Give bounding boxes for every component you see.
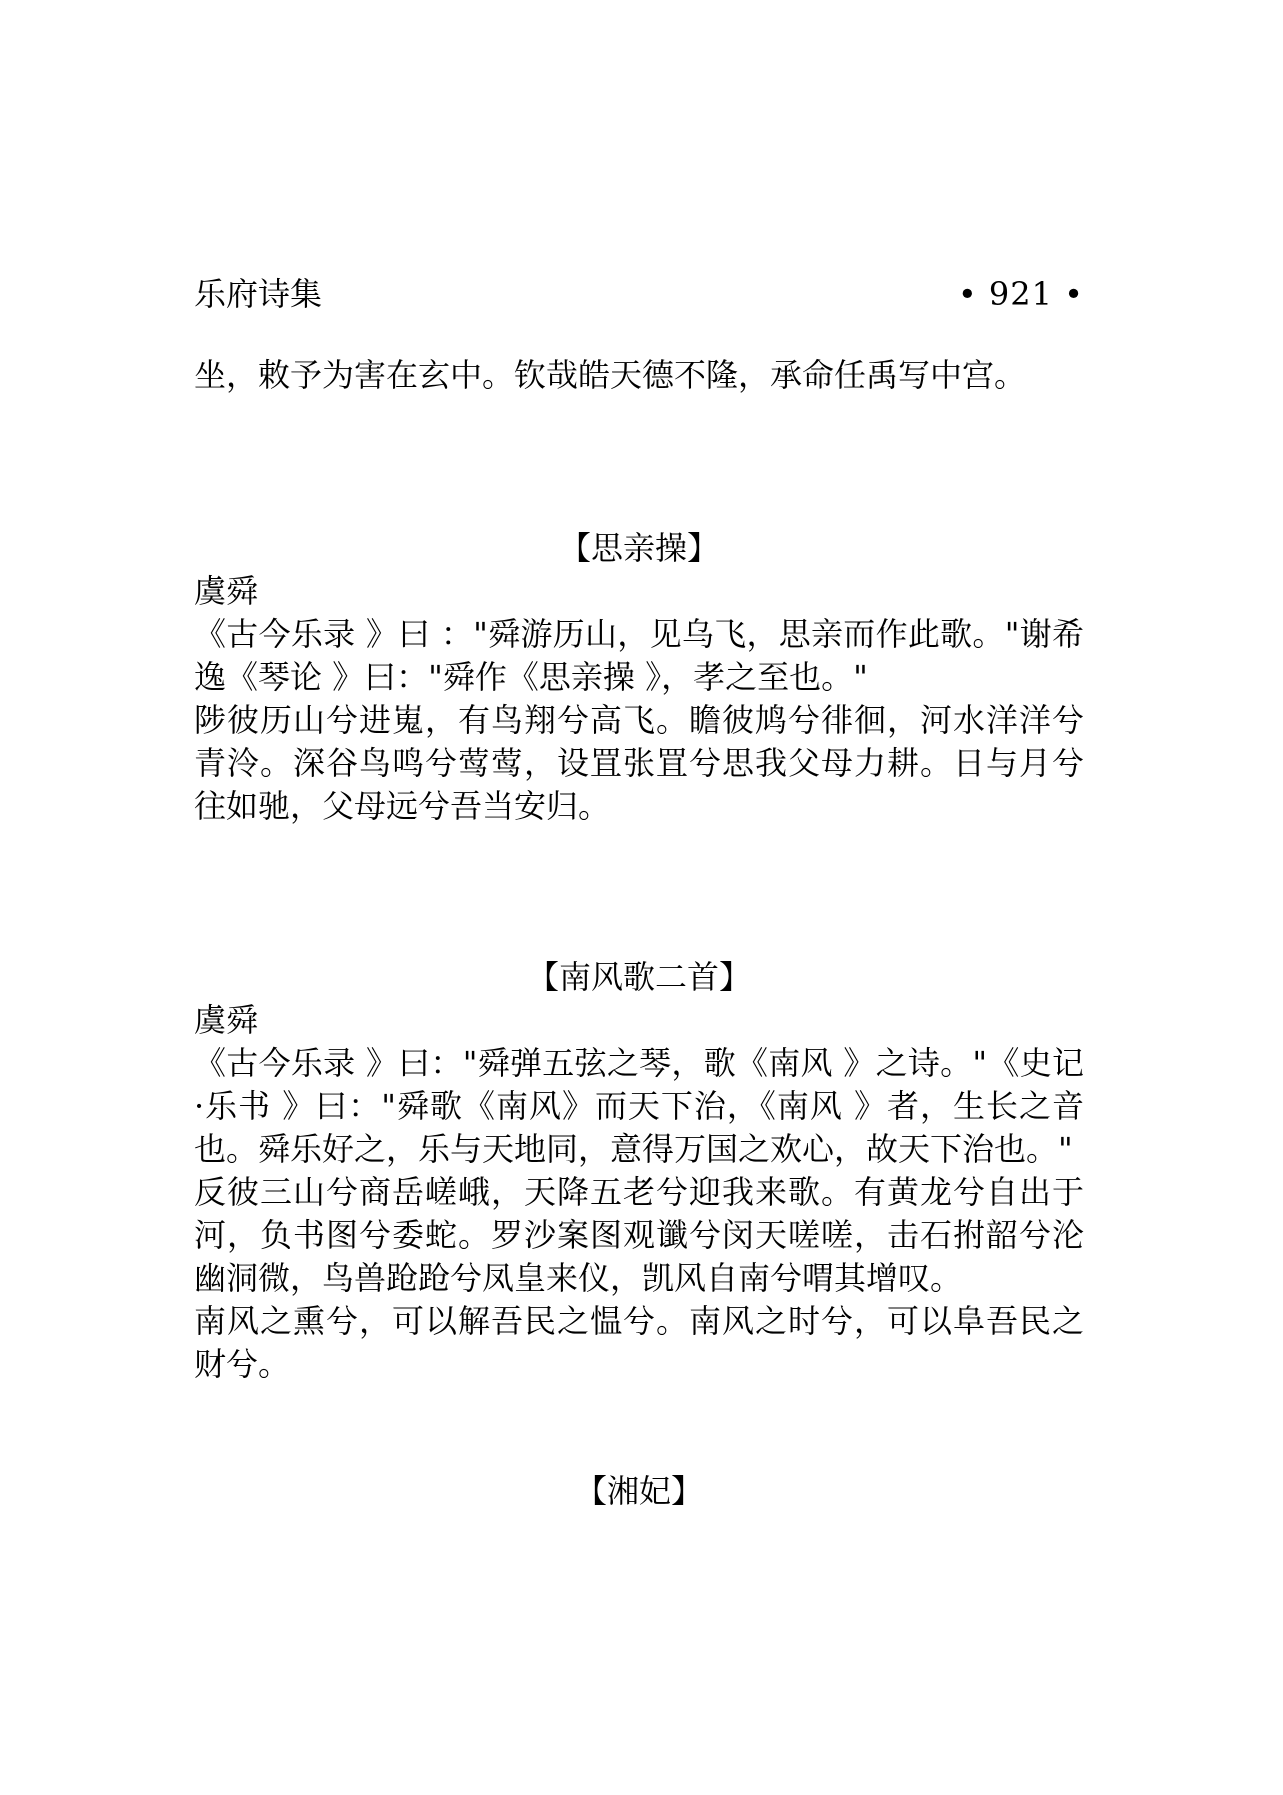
page-number: • 921 • [957, 275, 1084, 313]
poem-text: 陟彼历山兮进嵬，有鸟翔兮高飞。瞻彼鸠兮徘徊，河水洋洋兮青泠。深谷鸟鸣兮莺莺，设罝张罝兮思我父母力耕。日与月兮往如驰，父母远兮吾当安归。 [194, 701, 1084, 825]
section-body-nan-feng-ge [194, 999, 1084, 1386]
running-header [194, 270, 1084, 318]
section-author: 虞舜 [194, 572, 259, 610]
section-author: 虞舜 [194, 1001, 259, 1039]
section-title-nan-feng-ge: 【南风歌二首】 [526, 958, 751, 996]
poem-text: 南风之熏兮，可以解吾民之愠兮。南风之时兮，可以阜吾民之财兮。 [194, 1302, 1084, 1383]
poem-text: 反彼三山兮商岳嵯峨，天降五老兮迎我来歌。有黄龙兮自出于河，负书图兮委蛇。罗沙案图观谶兮闵天嗟嗟，击石拊韶兮沦幽洞微，鸟兽跄跄兮凤皇来仪，凯风自南兮喟其增叹。 [194, 1173, 1084, 1297]
section-title-xiang-fei: 【湘妃】 [574, 1472, 703, 1510]
book-title: 乐府诗集 [194, 275, 323, 313]
section-title-si-qin-cao: 【思亲操】 [558, 529, 719, 567]
section-body-si-qin-cao [194, 570, 1084, 828]
section-preface: 《古今乐录 》曰 ："舜游历山，见乌飞，思亲而作此歌。"谢希逸《琴论 》曰："舜作《思亲操 》，孝之至也。" [194, 615, 1084, 696]
section-preface: 《古今乐录 》曰："舜弹五弦之琴，歌《南风 》之诗。"《史记·乐书 》曰："舜歌《南风》而天下治，《南风 》者，生长之音也。舜乐好之，乐与天地同，意得万国之欢心，故天下治也。" [194, 1044, 1084, 1168]
continuation-paragraph: 坐，敕予为害在玄中。钦哉皓天德不隆，承命任禹写中宫。 [194, 356, 1027, 394]
continuation-text [194, 354, 1084, 397]
